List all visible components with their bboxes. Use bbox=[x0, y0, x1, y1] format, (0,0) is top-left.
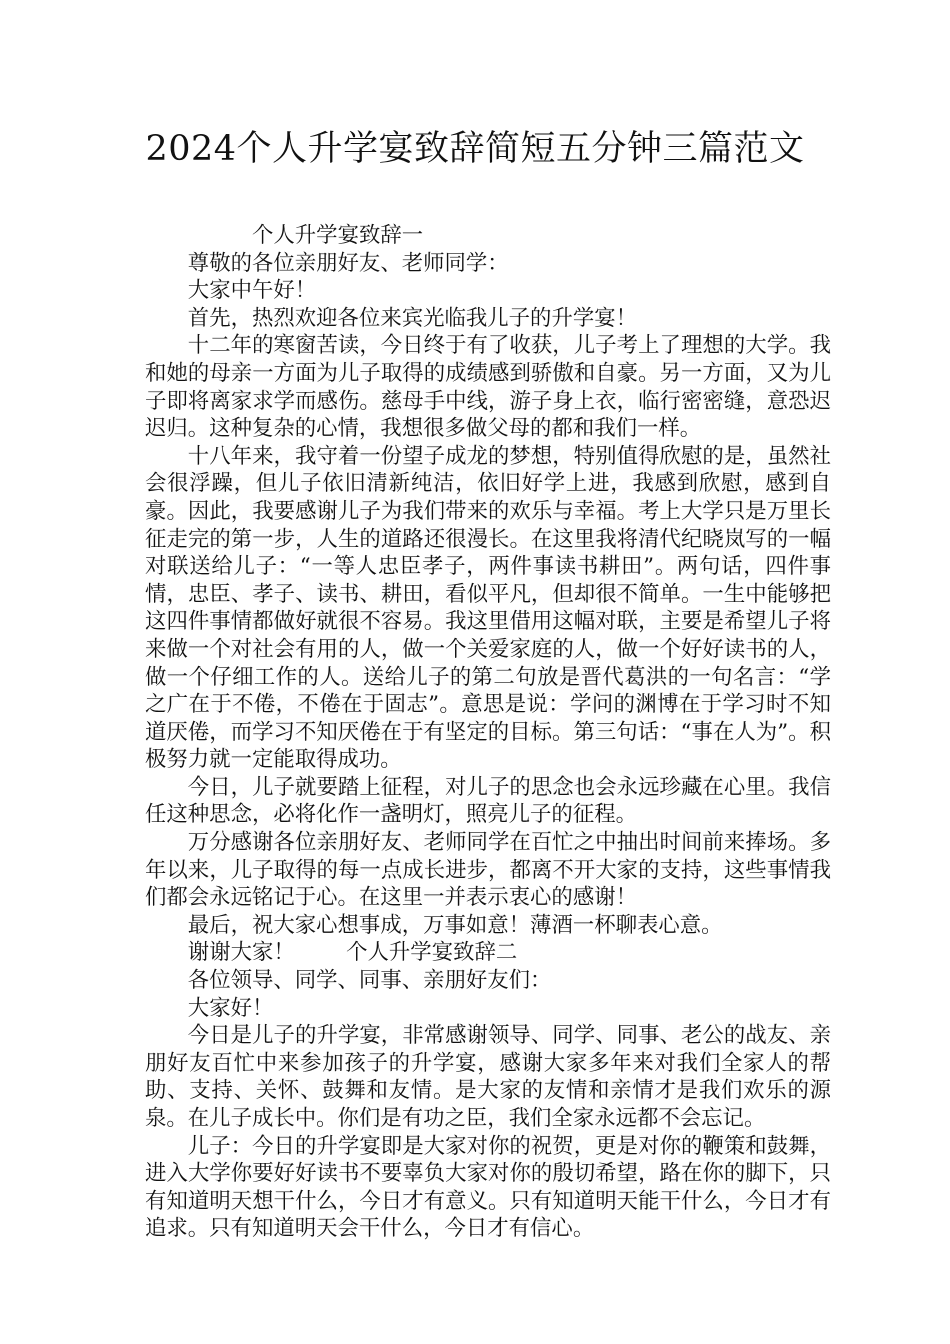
document-title: 2024个人升学宴致辞简短五分钟三篇范文 bbox=[145, 129, 805, 169]
salutation: 各位领导、同学、同事、亲朋好友们： bbox=[187, 968, 552, 994]
paragraph: 今日是儿子的升学宴，非常感谢领导、同学、同事、老公的战友、亲朋好友百忙中来参加孩子的升学宴，感谢大家多年来对我们全家人的帮助、支持、关怀、鼓舞和友情。是大家的友情和亲情才是我们欢乐的源泉。在儿子成长中。你们是有功之臣，我们全家永远都不会忘记。 bbox=[145, 1023, 831, 1131]
thanks-text: 谢谢大家！ bbox=[187, 940, 295, 966]
paragraph: 十二年的寒窗苦读，今日终于有了收获，儿子考上了理想的大学。我和她的母亲一方面为儿子取得的成绩感到骄傲和自豪。另一方面，又为儿子即将离家求学而感伤。慈母手中线，游子身上衣，临行密密缝，意恐迟迟归。这种复杂的心情，我想很多做父母的都和我们一样。 bbox=[145, 333, 831, 442]
paragraph: 今日，儿子就要踏上征程，对儿子的思念也会永远珍藏在心里。我信任这种思念，必将化作一盏明灯，照亮儿子的征程。 bbox=[145, 774, 831, 828]
greeting: 大家好！ bbox=[187, 995, 274, 1021]
paragraph: 十八年来，我守着一份望子成龙的梦想，特别值得欣慰的是，虽然社会很浮躁，但儿子依旧清新纯洁，依旧好学上进，我感到欣慰，感到自豪。因此，我要感谢儿子为我们带来的欢乐与幸福。考上大学只是万里长征走完的第一步，人生的道路还很漫长。在这里我将清代纪晓岚写的一幅对联送给儿子：“一等人忠臣孝子，两件事读书耕田”。两句话，四件事情，忠臣、孝子、读书、耕田，看似平凡，但却很不简单。一生中能够把这四件事情都做好就很不容易。我这里借用这幅对联，主要是希望儿子将来做一个对社会有用的人，做一个关爱家庭的人，做一个好好读书的人，做一个仔细工作的人。送给儿子的第二句放是晋代葛洪的一句名言：“学之广在于不倦，不倦在于固志”。意思是说：学问的渊博在于学习时不知道厌倦，而学习不知厌倦在于有坚定的目标。第三句话：“事在人为”。积极努力就一定能取得成功。 bbox=[145, 443, 831, 773]
salutation: 尊敬的各位亲朋好友、老师同学： bbox=[187, 250, 509, 276]
document-body bbox=[145, 222, 831, 1243]
paragraph: 儿子：今日的升学宴即是大家对你的祝贺，更是对你的鞭策和鼓舞，进入大学你要好好读书不要辜负大家对你的殷切希望，路在你的脚下，只有知道明天想干什么，今日才有意义。只有知道明天能干什么，今日才有追求。只有知道明天会干什么，今日才有信心。 bbox=[145, 1133, 831, 1242]
section-heading-2: 个人升学宴致辞二 bbox=[346, 940, 518, 966]
greeting: 大家中午好！ bbox=[187, 278, 317, 304]
closing-line bbox=[145, 939, 831, 967]
paragraph: 最后，祝大家心想事成，万事如意！薄酒一杯聊表心意。 bbox=[187, 912, 723, 938]
paragraph: 万分感谢各位亲朋好友、老师同学在百忙之中抽出时间前来捧场。多年以来，儿子取得的每一点成长进步，都离不开大家的支持，这些事情我们都会永远铭记于心。在这里一并表示衷心的感谢！ bbox=[145, 830, 831, 911]
paragraph: 首先，热烈欢迎各位来宾光临我儿子的升学宴！ bbox=[187, 305, 638, 331]
section-heading-1: 个人升学宴致辞一 bbox=[252, 223, 424, 248]
